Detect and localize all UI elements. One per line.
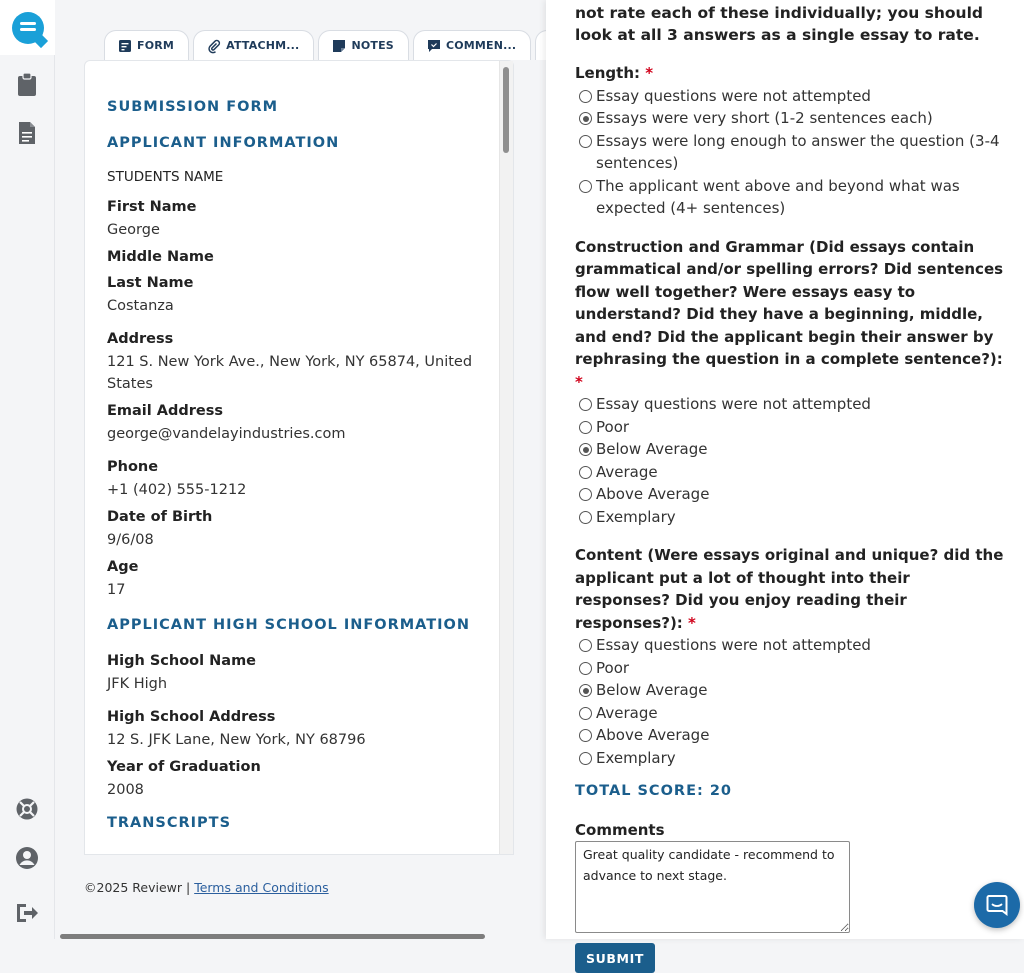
tab-label: ATTACHM...: [226, 39, 300, 52]
tab-label: FORM: [137, 39, 175, 52]
radio-label: Essay questions were not attempted: [596, 395, 871, 413]
radio-label: Above Average: [596, 485, 710, 503]
radio-button[interactable]: [579, 511, 592, 524]
radio-option[interactable]: [575, 702, 1005, 725]
form-scrollbar-thumb[interactable]: [503, 67, 509, 153]
field-label: Middle Name: [107, 249, 214, 265]
question-text: Length:: [575, 64, 646, 82]
radio-label: Essay questions were not attempted: [596, 636, 871, 654]
radio-button[interactable]: [579, 421, 592, 434]
submission-form-card: [84, 60, 514, 855]
radio-option[interactable]: [575, 438, 1005, 461]
radio-label: Poor: [596, 658, 630, 677]
chat-icon: [986, 894, 1008, 916]
submit-button[interactable]: SUBMIT: [575, 943, 655, 973]
field-value: George: [107, 222, 160, 238]
tab-label: COMMEN...: [445, 39, 517, 52]
horizontal-scrollbar-thumb[interactable]: [60, 934, 485, 939]
field-high-school-name: [107, 653, 487, 695]
field-age: [107, 559, 487, 601]
question-label: [575, 62, 1005, 85]
radio-button[interactable]: [579, 639, 592, 652]
radio-button[interactable]: [579, 752, 592, 765]
tab-form[interactable]: [104, 30, 189, 60]
radio-button[interactable]: [579, 684, 592, 697]
radio-button[interactable]: [579, 112, 592, 125]
question-length: [575, 62, 1005, 220]
radio-button[interactable]: [579, 466, 592, 479]
radio-label: Average: [596, 703, 658, 722]
radio-button[interactable]: [579, 398, 592, 411]
required-marker: *: [575, 372, 583, 391]
field-label: Last Name: [107, 275, 194, 291]
field-value: JFK High: [107, 676, 168, 692]
radio-label: Exemplary: [596, 507, 676, 526]
radio-label: Average: [596, 462, 658, 481]
field-phone: [107, 459, 487, 501]
radio-button[interactable]: [579, 135, 592, 148]
field-value: Costanza: [107, 298, 174, 314]
field-address: [107, 331, 487, 395]
grammar-options: [575, 393, 1005, 528]
radio-button[interactable]: [579, 707, 592, 720]
tab-attachments[interactable]: [193, 30, 314, 60]
required-marker: *: [645, 64, 654, 82]
page-footer: [84, 880, 329, 895]
reviewr-logo[interactable]: [0, 0, 55, 55]
field-value: 121 S. New York Ave., New York, NY 65874, United States: [107, 354, 473, 392]
field-label: High School Name: [107, 653, 257, 669]
radio-button[interactable]: [579, 180, 592, 193]
comment-icon: [428, 40, 440, 52]
logout-icon[interactable]: [14, 900, 40, 926]
review-panel: [546, 0, 1024, 966]
radio-option[interactable]: [575, 461, 1005, 484]
question-content: [575, 544, 1005, 769]
help-lifebuoy-icon[interactable]: [14, 796, 40, 822]
main-content: [56, 0, 546, 939]
reviewr-logo-icon: [12, 12, 44, 44]
terms-and-conditions-link[interactable]: Terms and Conditions: [194, 880, 329, 895]
radio-option[interactable]: [575, 506, 1005, 529]
radio-option[interactable]: [575, 679, 1005, 702]
form-icon: [119, 40, 131, 52]
radio-button[interactable]: [579, 729, 592, 742]
field-value: 17: [107, 582, 126, 598]
field-label: Phone: [107, 459, 159, 475]
field-label: Address: [107, 331, 174, 347]
section-high-school-information: APPLICANT HIGH SCHOOL INFORMATION: [107, 617, 471, 633]
students-name-heading: STUDENTS NAME: [107, 169, 224, 185]
field-date-of-birth: [107, 509, 487, 551]
radio-label: Essays were very short (1-2 sentences each): [596, 109, 933, 127]
radio-option[interactable]: [575, 130, 1005, 175]
content-options: [575, 634, 1005, 769]
radio-label: Essay questions were not attempted: [596, 86, 871, 105]
field-label: Age: [107, 559, 139, 575]
radio-option[interactable]: [575, 657, 1005, 680]
field-label: First Name: [107, 199, 197, 215]
radio-label: Poor: [596, 417, 630, 436]
length-options: [575, 85, 1005, 220]
clipboard-icon[interactable]: [14, 72, 40, 98]
section-applicant-information: APPLICANT INFORMATION: [107, 135, 340, 151]
field-value: 12 S. JFK Lane, New York, NY 68796: [107, 732, 366, 748]
field-label: High School Address: [107, 709, 276, 725]
radio-option[interactable]: [575, 393, 1005, 416]
field-label: Year of Graduation: [107, 759, 261, 775]
field-value: 9/6/08: [107, 532, 154, 548]
radio-option[interactable]: [575, 416, 1005, 439]
field-label: Date of Birth: [107, 509, 213, 525]
radio-button[interactable]: [579, 443, 592, 456]
radio-label: Below Average: [596, 681, 708, 699]
notes-icon: [333, 40, 345, 52]
total-score: TOTAL SCORE: 20: [575, 783, 732, 799]
radio-option[interactable]: [575, 85, 1005, 108]
field-high-school-address: [107, 709, 487, 751]
radio-option[interactable]: [575, 634, 1005, 657]
paperclip-icon: [208, 40, 220, 52]
field-email: [107, 403, 487, 445]
radio-label: Above Average: [596, 726, 710, 744]
radio-button[interactable]: [579, 90, 592, 103]
comments-textarea[interactable]: [575, 841, 850, 933]
radio-label: Essays were long enough to answer the question (3-4 sentences): [596, 131, 1000, 172]
user-account-icon[interactable]: [14, 845, 40, 871]
field-middle-name: [107, 249, 487, 265]
radio-option[interactable]: [575, 107, 1005, 130]
required-marker: *: [688, 613, 696, 632]
question-construction-grammar: [575, 236, 1005, 529]
document-icon[interactable]: [14, 120, 40, 146]
record-tabs: [104, 30, 593, 60]
field-value: 2008: [107, 782, 144, 798]
radio-option[interactable]: [575, 483, 1005, 506]
review-instructions: not rate each of these individually; you should look at all 3 answers as a single essay to rate.: [575, 4, 984, 44]
question-text: Content (Were essays original and unique? did the applicant put a lot of thought into their responses? Did you enjoy reading their responses?):: [575, 546, 1004, 632]
question-text: Construction and Grammar (Did essays contain grammatical and/or spelling errors? Did sentences flow well together? Were essays easy to understand? Did they have a beginning, middle, and end? Did the applicant begin their answer by rephrasing the question in a complete sentence?):: [575, 237, 1004, 368]
form-title: SUBMISSION FORM: [107, 99, 279, 115]
field-first-name: [107, 199, 487, 241]
radio-label: Exemplary: [596, 748, 676, 767]
radio-option[interactable]: [575, 175, 1005, 220]
field-label: Email Address: [107, 403, 224, 419]
question-label: [575, 544, 1005, 634]
radio-label: Below Average: [596, 440, 708, 458]
radio-label: The applicant went above and beyond what was expected (4+ sentences): [596, 176, 960, 217]
tab-label: NOTES: [351, 39, 394, 52]
section-transcripts: TRANSCRIPTS: [107, 815, 232, 831]
comments-label: Comments: [575, 821, 665, 839]
field-value: george@vandelayindustries.com: [107, 426, 346, 442]
left-nav-rail: [0, 0, 55, 939]
radio-button[interactable]: [579, 662, 592, 675]
field-last-name: [107, 275, 487, 317]
form-scrollbar-track[interactable]: [499, 61, 513, 854]
field-value: +1 (402) 555-1212: [107, 482, 247, 498]
chat-launcher-button[interactable]: [974, 882, 1020, 928]
radio-option[interactable]: [575, 724, 1005, 747]
question-label: [575, 236, 1005, 394]
copyright-text: ©2025 Reviewr |: [84, 880, 195, 895]
radio-option[interactable]: [575, 747, 1005, 770]
tab-notes[interactable]: [318, 30, 409, 60]
radio-button[interactable]: [579, 488, 592, 501]
field-year-of-graduation: [107, 759, 487, 801]
tab-comments[interactable]: [413, 30, 531, 60]
